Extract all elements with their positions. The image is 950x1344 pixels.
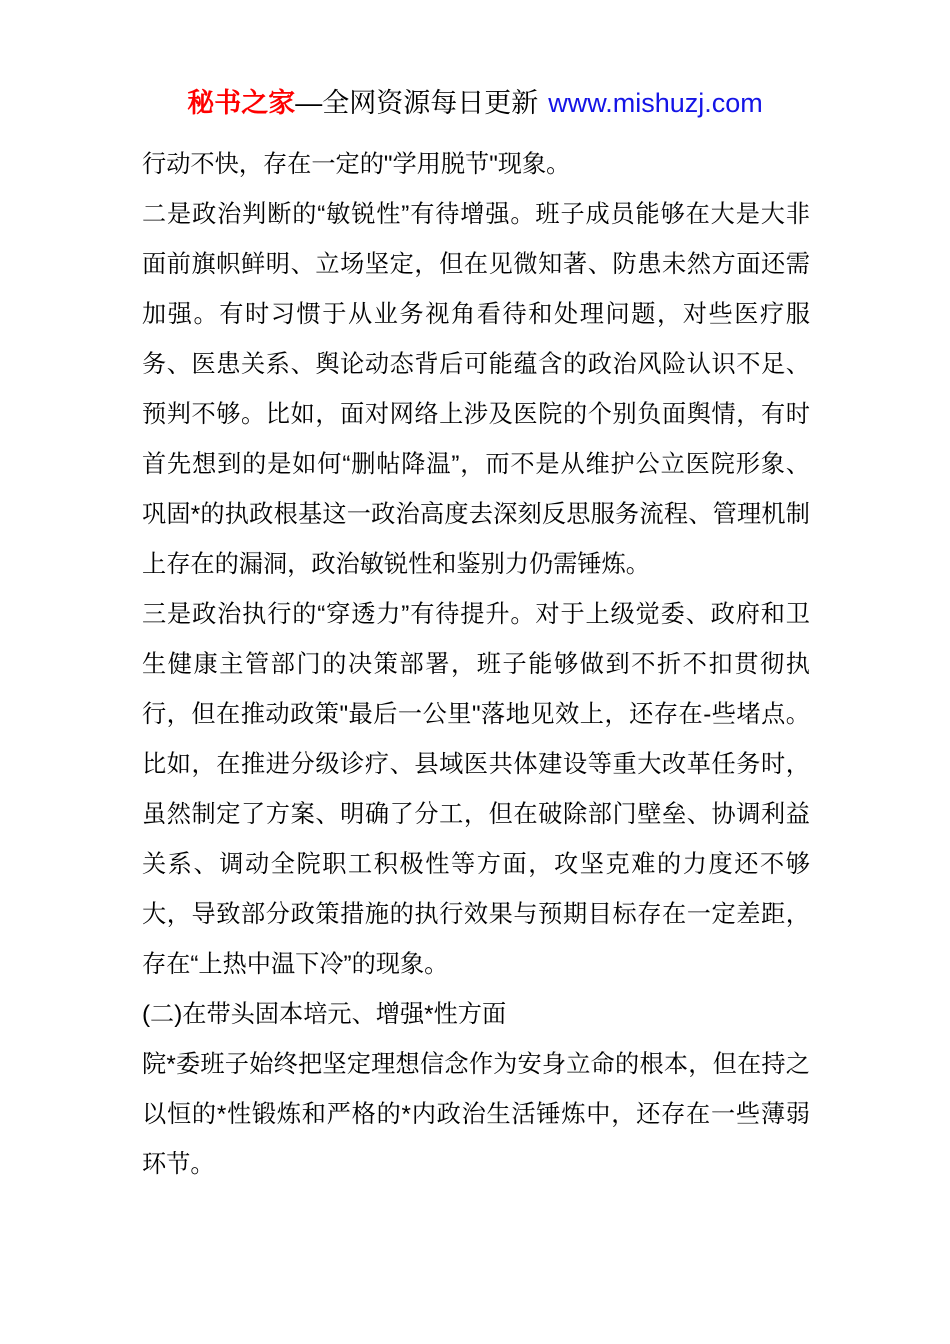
section-heading-2: (二)在带头固本培元、增强*性方面: [142, 1001, 507, 1028]
brand-text: 秘书之家: [187, 88, 296, 118]
paragraph-ideals-beliefs: 院*委班子始终把坚定理想信念作为安身立命的根本，但在持之以恒的*性锻炼和严格的*内政治生活锤炼中，还存在一些薄弱环节。: [142, 1051, 810, 1178]
site-url-link[interactable]: www.mishuzj.com: [548, 88, 763, 118]
header-tagline: —全网资源每日更新: [295, 88, 539, 118]
site-header: [0, 0, 950, 122]
paragraph-political-judgment: 二是政治判断的“敏锐性”有待增强。班子成员能够在大是大非面前旗帜鲜明、立场坚定，但在见微知著、防患未然方面还需加强。有时习惯于从业务视角看待和处理问题，对些医疗服务、医患关系、舆论动态背后可能蕴含的政治风险认识不足、预判不够。比如，面对网络上涉及医院的个别负面舆情，有时首先想到的是如何“删帖降温”，而不是从维护公立医院形象、巩固*的执政根基这一政治高度去深刻反思服务流程、管理机制上存在的漏洞，政治敏锐性和鉴别力仍需锤炼。: [142, 201, 810, 578]
paragraph-political-execution: 三是政治执行的“穿透力”有待提升。对于上级觉委、政府和卫生健康主管部门的决策部署，班子能够做到不折不扣贯彻执行，但在推动政策"最后一公里"落地见效上，还存在-些堵点。比如，在推进分级诊疗、县域医共体建设等重大改革任务时，虽然制定了方案、明确了分工，但在破除部门壁垒、协调利益关系、调动全院职工积极性等方面，攻坚克难的力度还不够大，导致部分政策措施的执行效果与预期目标存在一定差距，存在“上热中温下冷”的现象。: [142, 601, 810, 978]
document-body: [142, 140, 810, 1190]
paragraph-learning-gap: 行动不快，存在一定的"学用脱节"现象。: [142, 151, 571, 178]
